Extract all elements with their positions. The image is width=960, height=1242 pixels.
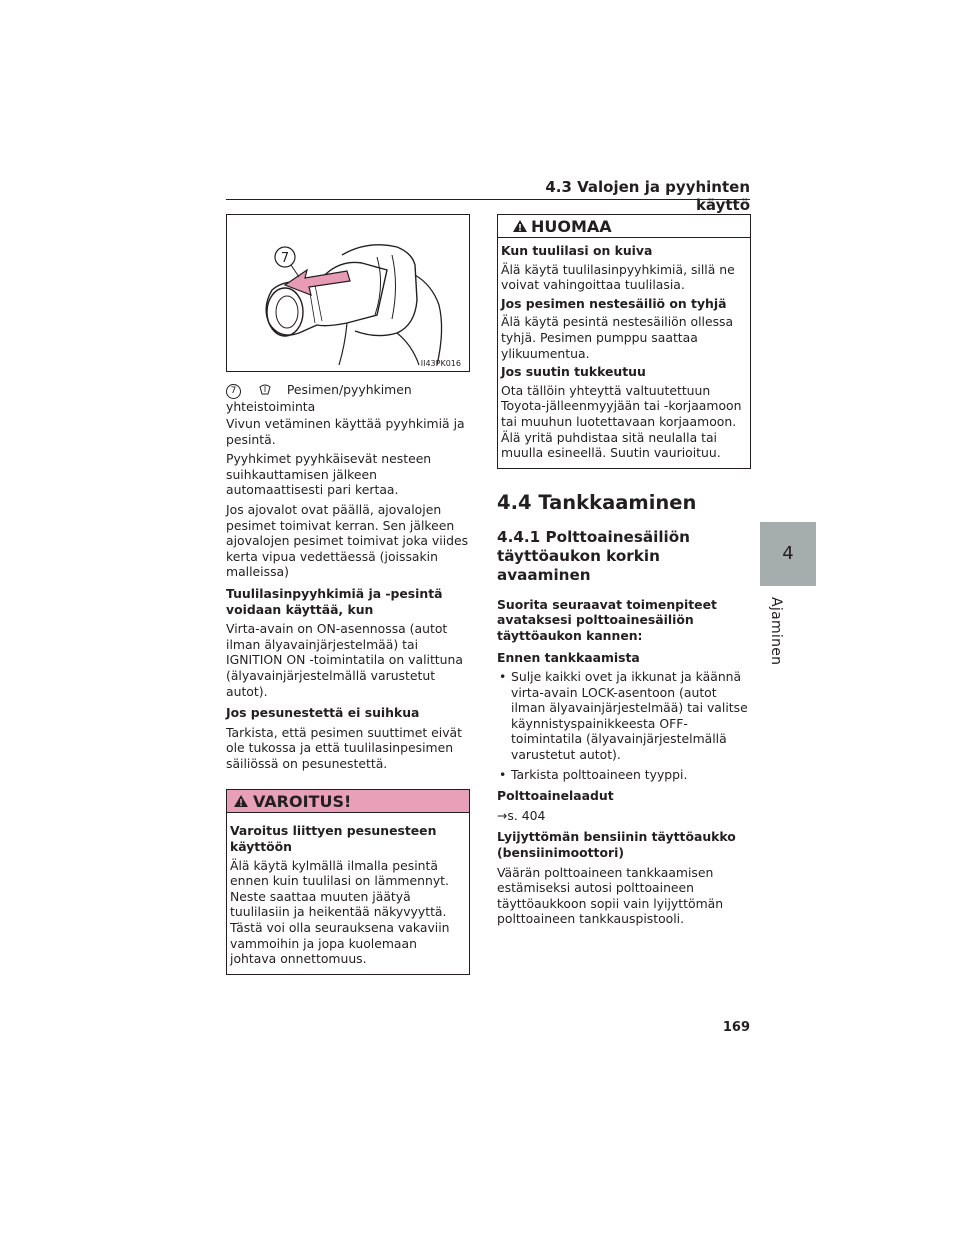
left-column xyxy=(226,214,470,975)
notice-text: Älä käytä pesintä nestesäiliön ollessa tyhjä. Pesimen pumppu saattaa ylikuumentua. xyxy=(501,314,734,361)
item-number-badge: 7 xyxy=(226,384,241,399)
subheading: Polttoainelaadut xyxy=(497,788,614,804)
wiper-lever-illustration xyxy=(226,214,470,372)
notice-text: Ota tällöin yhteyttä valtuutettuun Toyota-jälleenmyyjään tai -korjaamoon tai muuhun luotettavaan korjaamoon. Älä yritä puhdistaa sitä neulalla tai muulla esineellä. Suutin vaurioituu. xyxy=(501,382,742,461)
paragraph: Vivun vetäminen käyttää pyyhkimiä ja pesintä. xyxy=(226,416,465,447)
warning-title: VAROITUS! xyxy=(253,792,352,812)
notice-box xyxy=(497,214,751,469)
subsection-title: 4.4.1 Polttoainesäiliön täyttöaukon korkin avaaminen xyxy=(497,527,690,584)
page-reference-link[interactable]: →s. 404 xyxy=(497,807,546,823)
washer-symbol-icon xyxy=(259,384,271,395)
page-header-title: 4.3 Valojen ja pyyhinten käyttö xyxy=(545,178,750,214)
list-item: • Tarkista polttoaineen tyyppi. xyxy=(511,767,750,783)
figure-callout-number: 7 xyxy=(280,251,290,266)
paragraph: Jos ajovalot ovat päällä, ajovalojen pesimet toimivat kerran. Sen jälkeen ajovalojen pesimet toimivat joka viides kerta vipua vedettäessä (joissakin malleissa) xyxy=(226,501,469,580)
subheading: Tuulilasinpyyhkimiä ja -pesintä voidaan käyttää, kun xyxy=(226,585,443,617)
intro-text: Suorita seuraavat toimenpiteet avataksesi polttoainesäiliön täyttöaukon kannen: xyxy=(497,596,717,643)
right-column xyxy=(497,214,750,931)
paragraph: Tarkista, että pesimen suuttimet eivät ole tukossa ja että tuulilasinpesimen säiliössä on pesunestettä. xyxy=(226,724,463,771)
subheading: Ennen tankkaamista xyxy=(497,649,640,665)
notice-subheading: Jos pesimen nestesäiliö on tyhjä xyxy=(501,295,727,311)
warning-box xyxy=(226,789,470,974)
chapter-tab-label: Ajaminen xyxy=(768,597,784,666)
subheading: Lyijyttömän bensiinin täyttöaukko (bensiinimoottori) xyxy=(497,829,736,861)
warning-text: Älä käytä kylmällä ilmalla pesintä ennen kuin tuulilasi on lämmennyt. Neste saattaa muuten jäätyä tuulilasiin ja heikentää näkyvyyttä. Tästä voi olla seurauksena vakaviin vammoihin ja jopa kuolemaan johtava onnettomuus. xyxy=(230,857,450,967)
section-title: 4.4 Tankkaaminen xyxy=(497,490,697,514)
notice-triangle-icon xyxy=(512,219,528,233)
page-number: 169 xyxy=(722,1020,750,1035)
chapter-tab-number: 4 xyxy=(782,543,794,564)
paragraph: Pyyhkimet pyyhkäisevät nesteen suihkauttamisen jälkeen automaattisesti pari kertaa. xyxy=(226,451,432,498)
subheading: Jos pesunestettä ei suihkua xyxy=(226,705,420,721)
notice-title: HUOMAA xyxy=(531,217,612,236)
header-divider xyxy=(226,199,750,200)
warning-subheading: Varoitus liittyen pesunesteen käyttöön xyxy=(230,823,437,855)
notice-text: Älä käytä tuulilasinpyyhkimiä, sillä ne voivat vahingoittaa tuulilasia. xyxy=(501,261,735,293)
list-item: • Sulje kaikki ovet ja ikkunat ja käännä virta-avain LOCK-asentoon (autot ilman älyavainjärjestelmää) tai valitse käynnistyspainikkeesta OFF-toimintatila (älyavainjärjestelmällä varustetut autot). xyxy=(511,669,750,763)
item-heading xyxy=(226,382,470,414)
warning-triangle-icon xyxy=(233,794,249,808)
paragraph: Väärän polttoaineen tankkaamisen estämiseksi autosi polttoaineen täyttöaukkoon sopii vain lyijyttömän polttoaineen tankkauspistooli. xyxy=(497,864,724,927)
bullet-list xyxy=(497,669,750,782)
notice-subheading: Jos suutin tukkeutuu xyxy=(501,364,646,380)
notice-header xyxy=(498,215,750,238)
notice-subheading: Kun tuulilasi on kuiva xyxy=(501,243,653,258)
figure-code: II43PK016 xyxy=(420,359,461,368)
item-title: Pesimen/pyyhkimen yhteistoiminta xyxy=(226,382,412,414)
paragraph: Virta-avain on ON-asennossa (autot ilman älyavainjärjestelmää) tai IGNITION ON -toimintatila on valittuna (älyavainjärjestelmällä varustetut autot). xyxy=(226,621,463,699)
hand-pulling-lever-drawing xyxy=(227,215,469,371)
warning-header xyxy=(227,790,469,813)
